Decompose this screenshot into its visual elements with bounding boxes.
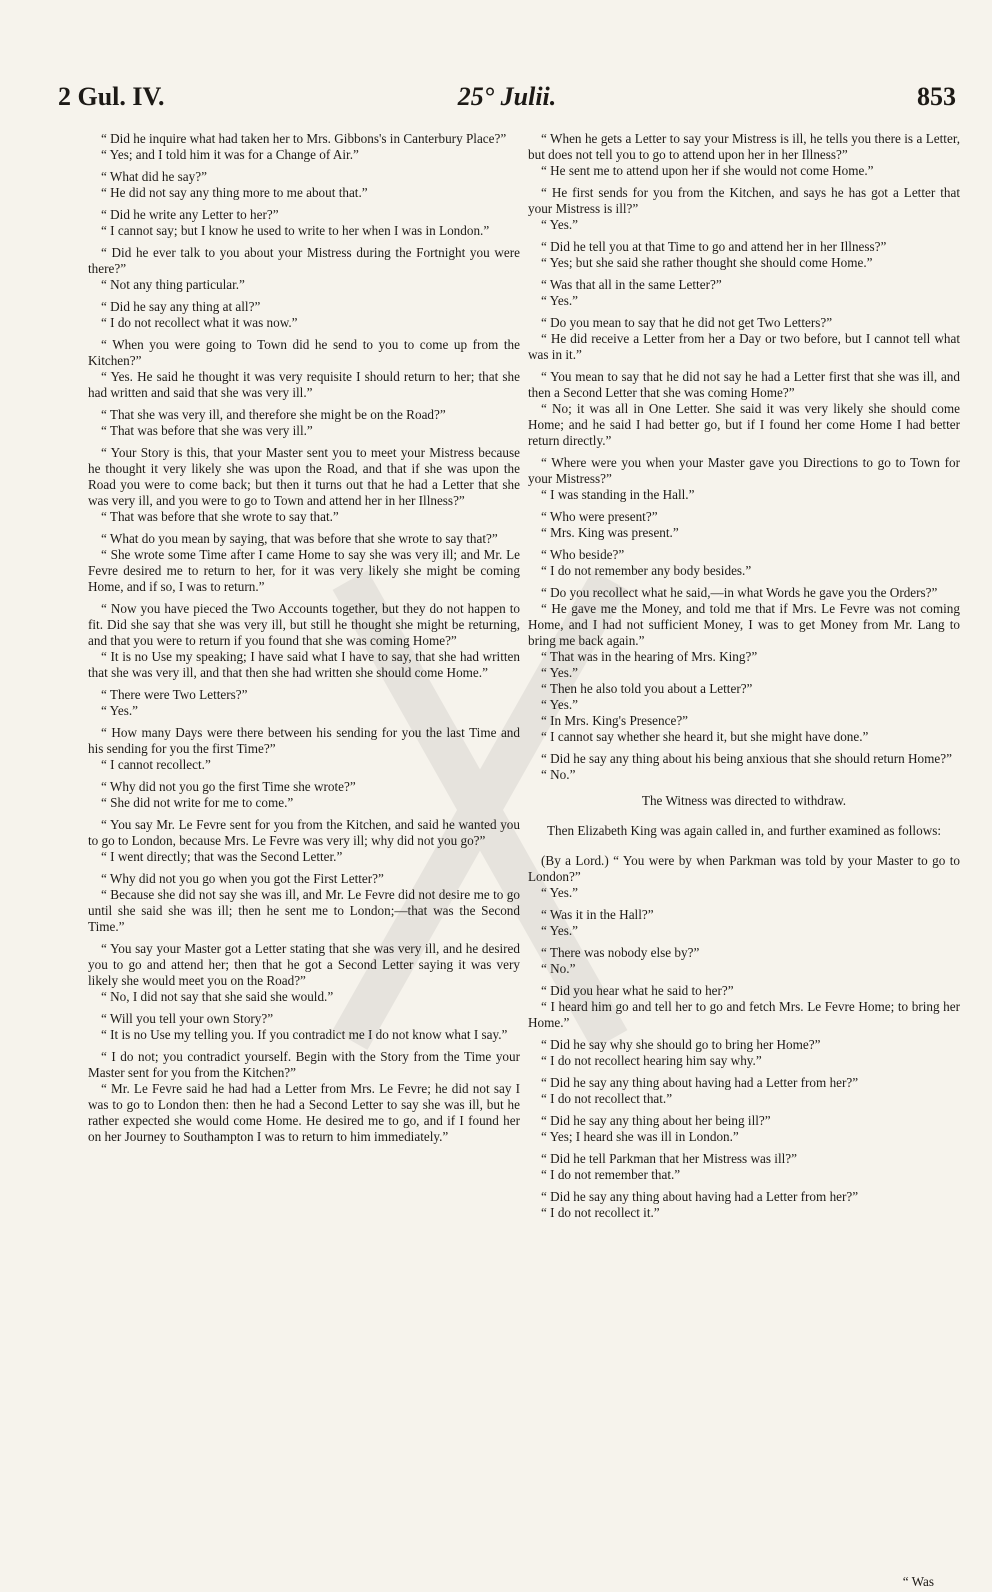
testimony-paragraph <box>528 1151 960 1183</box>
testimony-line: “ That she was very ill, and therefore she might be on the Road?” <box>101 407 446 422</box>
testimony-line: “ Will you tell your own Story?” <box>101 1011 274 1026</box>
testimony-line: “ Where were you when your Master gave you Directions to go to Town for your Mistress?” <box>528 455 960 486</box>
testimony-line: “ I do not recollect that.” <box>541 1091 673 1106</box>
testimony-line: “ Did he say any thing about having had a Letter from her?” <box>541 1075 859 1090</box>
testimony-line: “ What did he say?” <box>101 169 207 184</box>
testimony-line: “ What do you mean by saying, that was before that she wrote to say that?” <box>101 531 498 546</box>
testimony-paragraph <box>88 245 520 293</box>
testimony-line: “ You say your Master got a Letter stating that she was very ill, and he desired you to go and attend her; then that he got a Second Letter saying it was very likely she would meet you on the Road?” <box>88 941 520 988</box>
testimony-line: “ That was before that she was very ill.” <box>101 423 313 438</box>
testimony-line: “ I cannot say whether she heard it, but she might have done.” <box>541 729 869 744</box>
regnal-year: 2 Gul. IV. <box>58 82 165 111</box>
testimony-line: “ There were Two Letters?” <box>101 687 248 702</box>
left-column <box>88 131 520 1151</box>
testimony-line: “ He did receive a Letter from her a Day or two before, but I cannot tell what was in it.” <box>528 331 960 362</box>
testimony-paragraph <box>528 131 960 179</box>
testimony-line: “ Who were present?” <box>541 509 658 524</box>
testimony-paragraph <box>88 131 520 163</box>
withdraw-note: The Witness was directed to withdraw. <box>641 793 847 808</box>
testimony-line: “ Did he say why she should go to bring her Home?” <box>541 1037 821 1052</box>
testimony-line: “ Yes.” <box>101 703 138 718</box>
testimony-paragraph <box>528 751 960 783</box>
testimony-line: “ I do not recollect it.” <box>541 1205 660 1220</box>
testimony-line: “ Yes; and I told him it was for a Change of Air.” <box>101 147 359 162</box>
testimony-line: “ Yes; but she said she rather thought she should come Home.” <box>541 255 873 270</box>
testimony-paragraph <box>528 509 960 541</box>
testimony-paragraph <box>528 455 960 503</box>
testimony-paragraph <box>88 601 520 681</box>
testimony-line: “ Yes. He said he thought it was very requisite I should return to her; that she had written and said that she was very ill.” <box>88 369 520 400</box>
testimony-line: “ Yes.” <box>541 885 578 900</box>
testimony-paragraph <box>528 185 960 233</box>
testimony-line: “ I do not remember any body besides.” <box>541 563 752 578</box>
testimony-line: (By a Lord.) “ You were by when Parkman was told by your Master to go to London?” <box>528 853 960 884</box>
testimony-paragraph <box>528 945 960 977</box>
testimony-line: “ Yes.” <box>541 217 578 232</box>
testimony-paragraph <box>88 871 520 935</box>
testimony-line: “ Did he inquire what had taken her to Mrs. Gibbons's in Canterbury Place?” <box>101 131 507 146</box>
testimony-line: “ That was in the hearing of Mrs. King?” <box>541 649 758 664</box>
testimony-paragraph <box>88 445 520 525</box>
testimony-paragraph <box>528 1037 960 1069</box>
testimony-line: “ Did he say any thing about his being anxious that she should return Home?” <box>541 751 952 766</box>
testimony-paragraph <box>528 315 960 363</box>
testimony-line: “ No; it was all in One Letter. She said it was very likely she should come Home; and he said I had better go, but if I found her come Home I had better return directly.” <box>528 401 960 448</box>
testimony-line: “ When he gets a Letter to say your Mistress is ill, he tells you there is a Letter, but does not tell you to go to attend upon her in her Illness?” <box>528 131 960 162</box>
testimony-line: “ Yes.” <box>541 293 578 308</box>
testimony-line: “ Then he also told you about a Letter?” <box>541 681 753 696</box>
testimony-line: “ It is no Use my telling you. If you contradict me I do not know what I say.” <box>101 1027 508 1042</box>
testimony-paragraph <box>528 239 960 271</box>
testimony-paragraph <box>528 907 960 939</box>
testimony-line: “ Do you recollect what he said,—in what Words he gave you the Orders?” <box>541 585 938 600</box>
testimony-line: “ He first sends for you from the Kitchen, and says he has got a Letter that your Mistress is ill?” <box>528 185 960 216</box>
testimony-line: “ Because she did not say she was ill, and Mr. Le Fevre did not desire me to go until she said she was ill; then he sent me to London;—that was the Second Time.” <box>88 887 520 934</box>
testimony-line: “ Did he say any thing about her being ill?” <box>541 1113 771 1128</box>
testimony-line: “ Yes.” <box>541 923 578 938</box>
testimony-line: “ That was before that she wrote to say that.” <box>101 509 339 524</box>
testimony-paragraph <box>88 337 520 401</box>
testimony-paragraph <box>88 1011 520 1043</box>
testimony-paragraph <box>528 1113 960 1145</box>
testimony-paragraph <box>88 941 520 1005</box>
testimony-paragraph <box>528 1075 960 1107</box>
testimony-paragraph <box>528 1189 960 1221</box>
recall-note: Then Elizabeth King was again called in, and further examined as follows: <box>546 823 942 838</box>
testimony-line: “ Do you mean to say that he did not get Two Letters?” <box>541 315 833 330</box>
testimony-line: “ She wrote some Time after I came Home to say she was very ill; and Mr. Le Fevre desired me to return to her, for it was very likely she might be coming Home, and if so, I was to return.” <box>88 547 520 594</box>
testimony-line: “ Mr. Le Fevre said he had had a Letter from Mrs. Le Fevre; he did not say I was to go to London then: then he had a Second Letter to say she was ill, but he rather expected she would come Home. He desired me to go, and if I found her on her Journey to Southampton I was to return to him immediately.” <box>88 1081 520 1144</box>
testimony-line: “ He sent me to attend upon her if she would not come Home.” <box>541 163 874 178</box>
testimony-line: “ No.” <box>541 767 576 782</box>
testimony-line: “ It is no Use my speaking; I have said what I have to say, that she had written that she was very ill, and that then she had written she should come Home.” <box>88 649 520 680</box>
date-heading: 25° Julii. <box>457 82 557 111</box>
testimony-paragraph <box>528 369 960 449</box>
testimony-line: “ You say Mr. Le Fevre sent for you from the Kitchen, and said he wanted you to go to London, because Mrs. Le Fevre was very ill; why did not you go?” <box>88 817 520 848</box>
testimony-line: “ I do not remember that.” <box>541 1167 681 1182</box>
testimony-line: “ I was standing in the Hall.” <box>541 487 695 502</box>
testimony-line: “ Why did not you go the first Time she wrote?” <box>101 779 356 794</box>
testimony-line: “ Why did not you go when you got the First Letter?” <box>101 871 384 886</box>
testimony-paragraph <box>88 169 520 201</box>
testimony-paragraph <box>528 547 960 579</box>
testimony-line: “ She did not write for me to come.” <box>101 795 294 810</box>
testimony-line: “ Was it in the Hall?” <box>541 907 654 922</box>
testimony-line: “ I cannot recollect.” <box>101 757 211 772</box>
testimony-line: “ Yes.” <box>541 697 578 712</box>
page-number: 853 <box>917 82 956 111</box>
testimony-line: “ I heard him go and tell her to go and fetch Mrs. Le Fevre Home; to bring her Home.” <box>528 999 960 1030</box>
testimony-line: “ Did he tell Parkman that her Mistress was ill?” <box>541 1151 797 1166</box>
testimony-line: “ Now you have pieced the Two Accounts together, but they do not happen to fit. Did she say that she was very ill, but still he thought she might be returning, and that you were to return if you found that she was coming Home?” <box>88 601 520 648</box>
testimony-paragraph <box>88 531 520 595</box>
testimony-line: “ Yes.” <box>541 665 578 680</box>
testimony-line: “ When you were going to Town did he send to you to come up from the Kitchen?” <box>88 337 520 368</box>
testimony-paragraph <box>88 817 520 865</box>
testimony-line: “ Was that all in the same Letter?” <box>541 277 722 292</box>
testimony-paragraph <box>528 585 960 745</box>
testimony-line: “ I do not; you contradict yourself. Begin with the Story from the Time your Master sent for you from the Kitchen?” <box>88 1049 520 1080</box>
testimony-paragraph <box>88 299 520 331</box>
testimony-line: “ Mrs. King was present.” <box>541 525 679 540</box>
testimony-line: “ No.” <box>541 961 576 976</box>
testimony-line: “ I do not recollect what it was now.” <box>101 315 298 330</box>
testimony-paragraph <box>88 407 520 439</box>
testimony-line: “ Did you hear what he said to her?” <box>541 983 734 998</box>
testimony-line: “ Did he say any thing about having had a Letter from her?” <box>541 1189 859 1204</box>
testimony-line: “ Did he write any Letter to her?” <box>101 207 279 222</box>
testimony-line: “ I went directly; that was the Second Letter.” <box>101 849 343 864</box>
testimony-paragraph <box>528 277 960 309</box>
testimony-line: “ No, I did not say that she said she would.” <box>101 989 334 1004</box>
testimony-line: “ Not any thing particular.” <box>101 277 245 292</box>
catchword: “ Was <box>902 1574 934 1589</box>
testimony-paragraph <box>528 983 960 1031</box>
testimony-line: “ Who beside?” <box>541 547 625 562</box>
testimony-paragraph <box>88 207 520 239</box>
testimony-line: “ I do not recollect hearing him say why.” <box>541 1053 762 1068</box>
testimony-paragraph <box>88 779 520 811</box>
testimony-line: “ I cannot say; but I know he used to write to her when I was in London.” <box>101 223 490 238</box>
testimony-paragraph <box>88 1049 520 1145</box>
testimony-line: “ You mean to say that he did not say he had a Letter first that she was ill, and then a Second Letter that she was coming Home?” <box>528 369 960 400</box>
testimony-line: “ How many Days were there between his sending for you the last Time and his sending for you the first Time?” <box>88 725 520 756</box>
testimony-line: “ Did he say any thing at all?” <box>101 299 261 314</box>
testimony-paragraph <box>88 725 520 773</box>
right-column <box>528 131 960 1227</box>
testimony-line: “ He did not say any thing more to me about that.” <box>101 185 368 200</box>
testimony-line: “ Your Story is this, that your Master sent you to meet your Mistress because he thought it very likely she was upon the Road, and that if she was upon the Road you were to come back; but then it turns out that he had a Letter that she was very ill, and you were to go to Town and attend her in her Illness?” <box>88 445 520 508</box>
page-header <box>58 82 956 122</box>
testimony-line: “ Did he tell you at that Time to go and attend her in her Illness?” <box>541 239 887 254</box>
testimony-paragraph <box>88 687 520 719</box>
testimony-line: “ He gave me the Money, and told me that if Mrs. Le Fevre was not coming Home, and I had not sufficient Money, I was to get Money from Mr. Lang to bring me back again.” <box>528 601 960 648</box>
testimony-line: “ Did he ever talk to you about your Mistress during the Fortnight you were there?” <box>88 245 520 276</box>
testimony-line: “ Yes; I heard she was ill in London.” <box>541 1129 739 1144</box>
testimony-paragraph <box>528 853 960 901</box>
testimony-line: “ There was nobody else by?” <box>541 945 700 960</box>
testimony-line: “ In Mrs. King's Presence?” <box>541 713 689 728</box>
